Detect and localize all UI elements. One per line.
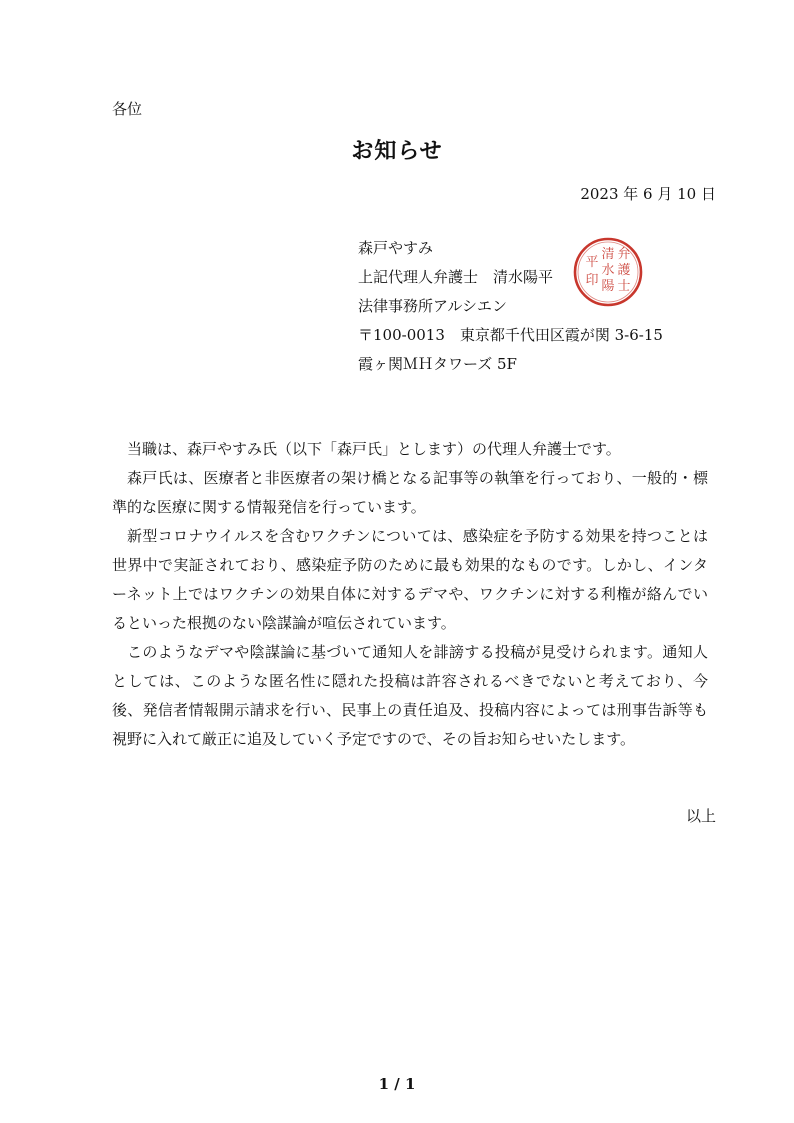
sender-firm: 法律事務所アルシエン — [358, 297, 508, 315]
svg-text:弁: 弁 — [617, 247, 631, 262]
sender-block — [358, 238, 698, 383]
paragraph-2: 森戸氏は、医療者と非医療者の架け橋となる記事等の執筆を行っており、一般的・標準的な医療に関する情報発信を行っています。 — [112, 469, 708, 516]
sender-building: 霞ヶ関ＭＨタワーズ 5F — [358, 355, 517, 373]
sender-name: 森戸やすみ — [358, 239, 434, 257]
closing-mark: 以上 — [685, 807, 716, 825]
paragraph-1: 当職は、森戸やすみ氏（以下「森戸氏」とします）の代理人弁護士です。 — [127, 440, 621, 458]
body-text — [112, 435, 708, 754]
svg-text:水: 水 — [601, 263, 615, 278]
addressee: 各位 — [112, 100, 143, 118]
sender-address: 〒100-0013 東京都千代田区霞が関 3-6-15 — [358, 326, 663, 344]
svg-text:清: 清 — [601, 247, 615, 262]
svg-text:護: 護 — [617, 263, 631, 278]
attorney-seal-stamp — [572, 236, 644, 308]
paragraph-4: このようなデマや陰謀論に基づいて通知人を誹謗する投稿が見受けられます。通知人としては、このような匿名性に隠れた投稿は許容されるべきでないと考えており、今後、発信者情報開示請求を行い、民事上の責任追及、投稿内容によっては刑事告訴等も視野に入れて厳正に追及していく予定ですので、その旨お知らせいたします。 — [112, 643, 708, 748]
sender-attorney: 上記代理人弁護士 清水陽平 — [358, 268, 554, 286]
paragraph-3: 新型コロナウイルスを含むワクチンについては、感染症を予防する効果を持つことは世界中で実証されており、感染症予防のために最も効果的なものです。しかし、インターネット上ではワクチンの効果自体に対するデマや、ワクチンに対する利権が絡んでいるといった根拠のない陰謀論が喧伝されています。 — [112, 527, 708, 632]
document-title: お知らせ — [351, 138, 443, 164]
svg-text:印: 印 — [585, 273, 599, 288]
svg-text:士: 士 — [617, 279, 631, 294]
document-date: 2023 年 6 月 10 日 — [580, 185, 716, 203]
page-number: 1 / 1 — [378, 1075, 416, 1093]
svg-text:陽: 陽 — [601, 279, 615, 294]
svg-text:平: 平 — [585, 255, 599, 270]
